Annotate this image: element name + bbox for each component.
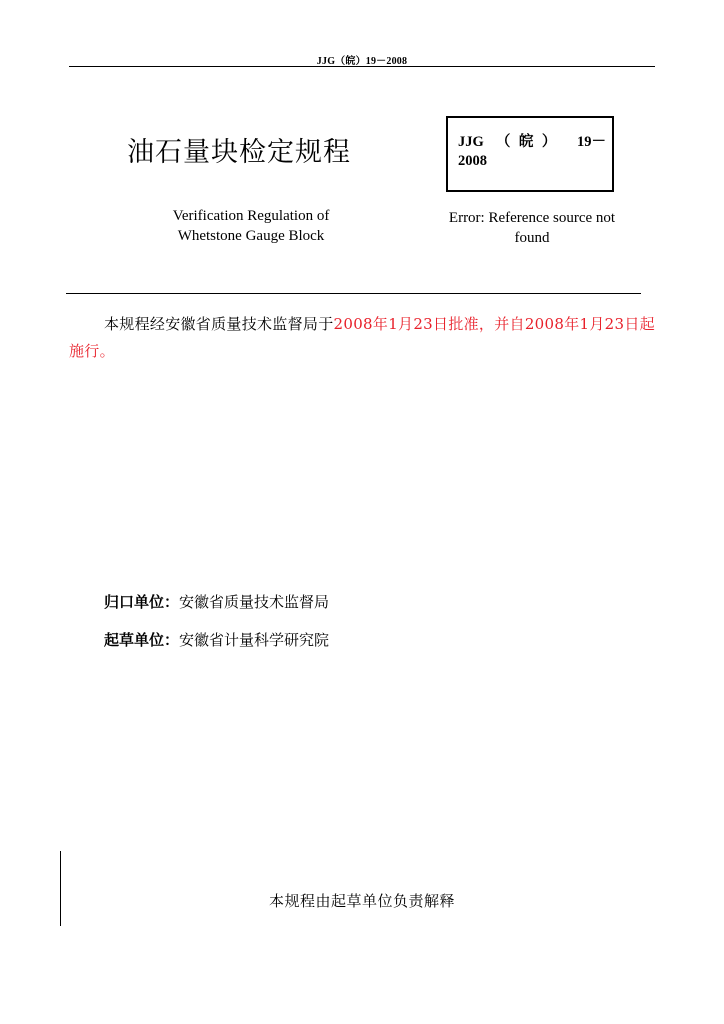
document-title-chinese: 油石量块检定规程 xyxy=(127,137,351,168)
responsible-unit xyxy=(104,591,329,612)
document-header: JJG（皖）19－2008 xyxy=(316,56,408,67)
drafting-unit-value: 安徽省计量科学研究院 xyxy=(179,631,330,649)
responsible-unit-value: 安徽省质量技术监督局 xyxy=(179,593,330,611)
section-divider xyxy=(66,293,641,294)
responsible-unit-label: 归口单位： xyxy=(104,593,180,611)
regulation-code xyxy=(458,133,606,171)
approval-statement xyxy=(69,311,661,365)
title-english-line2: Whetstone Gauge Block xyxy=(177,228,325,244)
reference-error-line2: found xyxy=(514,230,550,246)
title-english-line1: Verification Regulation of xyxy=(172,208,330,224)
document-title-english xyxy=(141,206,361,246)
reference-error-line1: Error: Reference source not xyxy=(448,210,616,226)
approval-prefix: 本规程经安徽省质量技术监督局于 xyxy=(104,315,334,333)
approval-date-highlight: 2008年1月23日批准，并自2008年1月23日起施行。 xyxy=(69,315,655,360)
drafting-unit-label: 起草单位： xyxy=(104,631,180,649)
regulation-code-box xyxy=(446,116,614,192)
interpretation-statement: 本规程由起草单位负责解释 xyxy=(268,892,455,910)
regulation-code-line1: JJG （皖） 19－ xyxy=(458,134,606,150)
reference-error-text xyxy=(425,208,639,248)
regulation-code-line2: 2008 xyxy=(458,153,487,169)
header-divider xyxy=(69,66,655,67)
margin-bar xyxy=(60,851,61,926)
drafting-unit xyxy=(104,629,329,650)
